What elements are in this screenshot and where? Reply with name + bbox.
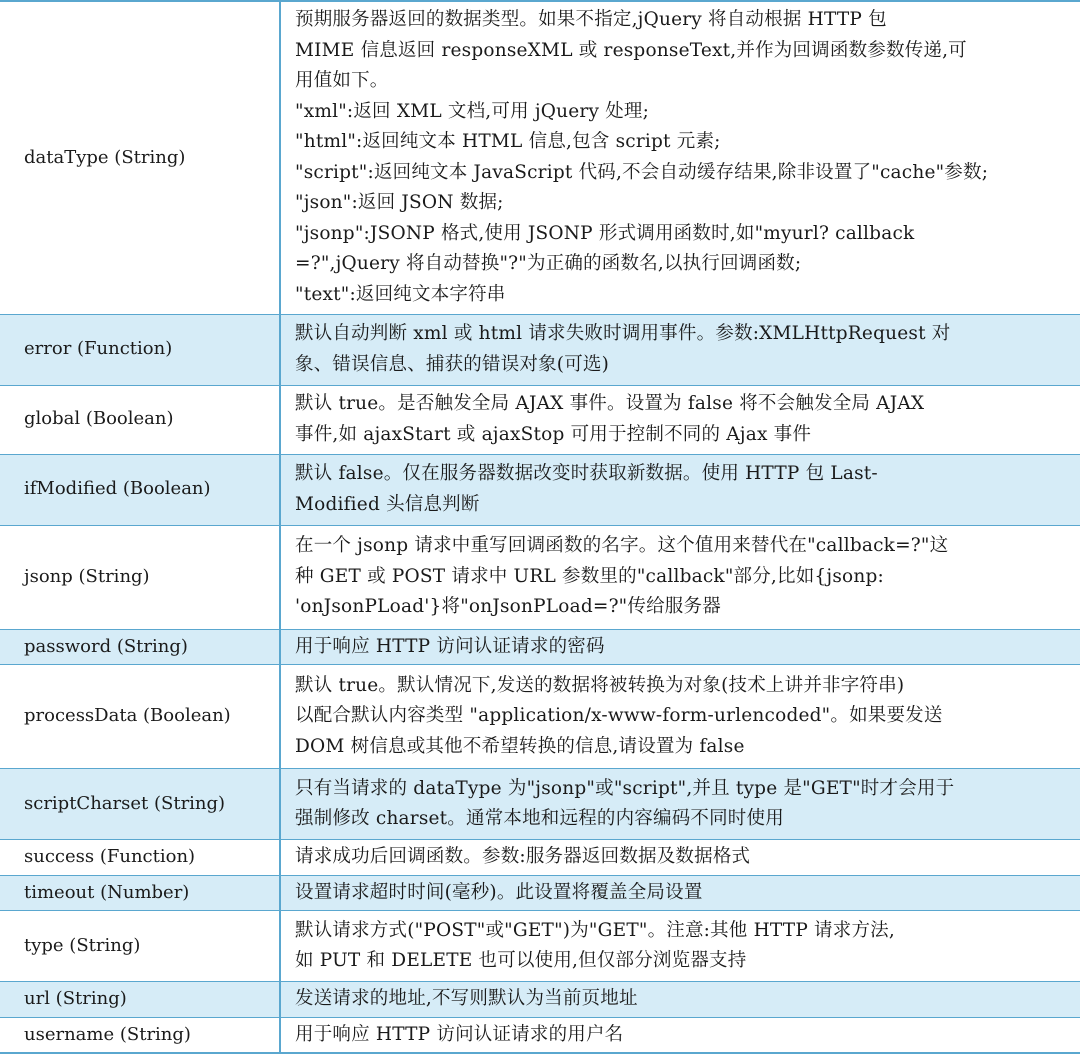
description-line: "json":返回 JSON 数据;: [295, 192, 504, 214]
option-name: processData (Boolean): [0, 665, 280, 769]
table-row: [0, 314, 1080, 385]
table-row: [0, 385, 1080, 454]
description-line: DOM 树信息或其他不希望转换的信息,请设置为 false: [295, 735, 745, 757]
option-name: scriptCharset (String): [0, 769, 280, 840]
description-line: "text":返回纯文本字符串: [295, 283, 506, 305]
table-row: [0, 1017, 1080, 1053]
description-line: "jsonp":JSONP 格式,使用 JSONP 形式调用函数时,如"myurl? callback: [295, 222, 915, 244]
description-line: 以配合默认内容类型 "application/x-www-form-urlencoded"。如果要发送: [295, 705, 943, 727]
table-row: [0, 665, 1080, 769]
option-description: [280, 1, 1080, 314]
description-line: 默认请求方式("POST"或"GET")为"GET"。注意:其他 HTTP 请求方法,: [295, 919, 895, 941]
option-description: [280, 769, 1080, 840]
description-line: 默认 false。仅在服务器数据改变时获取新数据。使用 HTTP 包 Last-: [295, 463, 878, 484]
option-description: [280, 314, 1080, 385]
option-name: error (Function): [0, 314, 280, 385]
option-description: [280, 1017, 1080, 1053]
description-line: 默认 true。默认情况下,发送的数据将被转换为对象(技术上讲并非字符串): [295, 674, 905, 696]
description-line: 默认 true。是否触发全局 AJAX 事件。设置为 false 将不会触发全局 AJAX: [295, 393, 925, 414]
description-line: 用于响应 HTTP 访问认证请求的用户名: [295, 1023, 624, 1045]
table-row: [0, 875, 1080, 911]
table-row: [0, 629, 1080, 665]
description-line: 预期服务器返回的数据类型。如果不指定,jQuery 将自动根据 HTTP 包: [295, 9, 887, 31]
option-name: timeout (Number): [0, 875, 280, 911]
description-line: 如 PUT 和 DELETE 也可以使用,但仅部分浏览器支持: [295, 950, 747, 971]
description-line: 种 GET 或 POST 请求中 URL 参数里的"callback"部分,比如{jsonp:: [295, 565, 884, 587]
option-description: [280, 911, 1080, 982]
table-row: [0, 911, 1080, 982]
description-line: Modified 头信息判断: [295, 493, 480, 515]
description-line: "xml":返回 XML 文档,可用 jQuery 处理;: [295, 100, 650, 122]
table-row: [0, 982, 1080, 1018]
description-line: MIME 信息返回 responseXML 或 responseText,并作为回调函数参数传递,可: [295, 39, 967, 61]
option-name: type (String): [0, 911, 280, 982]
description-line: 强制修改 charset。通常本地和远程的内容编码不同时使用: [295, 808, 784, 829]
table-row: [0, 769, 1080, 840]
option-name: success (Function): [0, 840, 280, 876]
option-description: [280, 454, 1080, 525]
description-line: 在一个 jsonp 请求中重写回调函数的名字。这个值用来替代在"callback=?"这: [295, 535, 949, 557]
table-row: [0, 454, 1080, 525]
description-line: =?",jQuery 将自动替换"?"为正确的函数名,以执行回调函数;: [295, 253, 802, 275]
option-name: url (String): [0, 982, 280, 1018]
table-row: [0, 1, 1080, 314]
option-name: global (Boolean): [0, 385, 280, 454]
description-line: 设置请求超时时间(毫秒)。此设置将覆盖全局设置: [295, 881, 703, 903]
option-description: [280, 525, 1080, 629]
description-line: 象、错误信息、捕获的错误对象(可选): [295, 353, 610, 375]
description-line: "html":返回纯文本 HTML 信息,包含 script 元素;: [295, 131, 721, 153]
option-description: [280, 982, 1080, 1018]
table-row: [0, 525, 1080, 629]
description-line: 'onJsonPLoad'}将"onJsonPLoad=?"传给服务器: [295, 596, 721, 618]
option-description: [280, 875, 1080, 911]
description-line: 用值如下。: [295, 70, 389, 92]
description-line: 事件,如 ajaxStart 或 ajaxStop 可用于控制不同的 Ajax 事件: [295, 423, 812, 445]
option-name: dataType (String): [0, 1, 280, 314]
option-name: username (String): [0, 1017, 280, 1053]
option-name: jsonp (String): [0, 525, 280, 629]
description-line: 发送请求的地址,不写则默认为当前页地址: [295, 988, 638, 1009]
description-line: 只有当请求的 dataType 为"jsonp"或"script",并且 type 是"GET"时才会用于: [295, 777, 955, 799]
option-name: ifModified (Boolean): [0, 454, 280, 525]
description-line: "script":返回纯文本 JavaScript 代码,不会自动缓存结果,除非设置了"cache"参数;: [295, 161, 989, 183]
description-line: 默认自动判断 xml 或 html 请求失败时调用事件。参数:XMLHttpRequest 对: [295, 323, 951, 344]
option-description: [280, 840, 1080, 876]
description-line: 请求成功后回调函数。参数:服务器返回数据及数据格式: [295, 846, 751, 867]
table-row: [0, 840, 1080, 876]
option-description: [280, 665, 1080, 769]
description-line: 用于响应 HTTP 访问认证请求的密码: [295, 635, 605, 657]
option-description: [280, 629, 1080, 665]
table-body: [0, 1, 1080, 1053]
option-name: password (String): [0, 629, 280, 665]
option-description: [280, 385, 1080, 454]
